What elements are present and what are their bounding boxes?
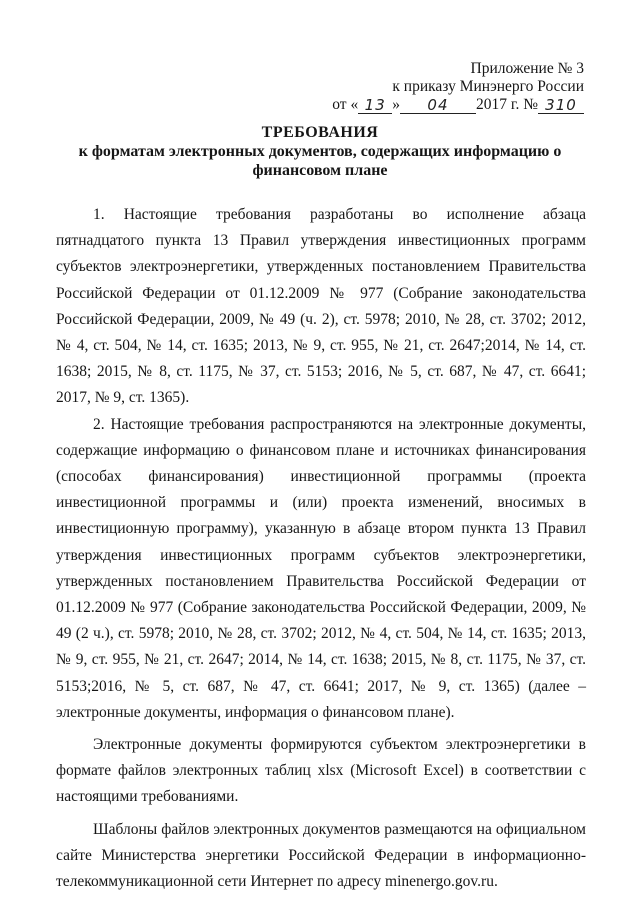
order-reference: к приказу Минэнерго России: [392, 78, 584, 95]
date-prefix: от «: [332, 96, 359, 113]
document-title: [0, 123, 640, 180]
order-date-line: [332, 96, 584, 114]
title-subtitle: к форматам электронных документов, содержащих информацию о финансовом плане: [78, 143, 562, 179]
paragraph-4: Шаблоны файлов электронных документов размещаются на официальном сайте Министерства энергетики Российской Федерации в информационно-телекоммуникационной сети Интернет по адресу minenergo.gov.ru.: [56, 820, 586, 891]
year-label: 2017 г. №: [475, 96, 538, 113]
date-mid: »: [392, 96, 400, 113]
appendix-header: [332, 60, 584, 114]
title-main: ТРЕБОВАНИЯ: [261, 124, 379, 141]
document-body: [56, 202, 586, 895]
handwritten-day: 13: [358, 98, 392, 114]
handwritten-month: 04: [400, 98, 476, 114]
paragraph-1: 1. Настоящие требования разработаны во исполнение абзаца пятнадцатого пункта 13 Правил утверждения инвестиционных программ субъектов электроэнергетики, утвержденных постановлением Правительства Российской Федерации от 01.12.2009 № 977 (Собрание законодательства Российской Федерации, 2009, № 49 (ч. 2), ст. 5978; 2010, № 28, ст. 3702; 2012, № 4, ст. 504, № 14, ст. 1635; 2013, № 9, ст. 955, № 21, ст. 2647;2014, № 14, ст. 1638; 2015, № 8, ст. 1175, № 37, ст. 5153; 2016, № 5, ст. 687, № 47, ст. 6641; 2017, № 9, ст. 1365).: [56, 206, 586, 407]
appendix-number: Приложение № 3: [470, 60, 584, 77]
paragraph-2: 2. Настоящие требования распространяются на электронные документы, содержащие информацию о финансовом плане и источниках финансирования (способах финансирования) инвестиционной программы (проекта инвестиционной программы и (или) проекта изменений, вносимых в инвестиционную программу), указанную в абзаце втором пункта 13 Правил утверждения инвестиционных программ субъектов электроэнергетики, утвержденных постановлением Правительства Российской Федерации от 01.12.2009 № 977 (Собрание законодательства Российской Федерации, 2009, № 49 (2 ч.), ст. 5978; 2010, № 28, ст. 3702; 2012, № 4, ст. 504, № 14, ст. 1635; 2013, № 9, ст. 955, № 21, ст. 2647; 2014, № 14, ст. 1638; 2015, № 8, ст. 1175, № 37, ст. 5153;2016, № 5, ст. 687, № 47, ст. 6641; 2017, № 9, ст. 1365) (далее – электронные документы, информация о финансовом плане).: [56, 415, 586, 721]
handwritten-order-number: 310: [538, 98, 584, 114]
paragraph-3: Электронные документы формируются субъектом электроэнергетики в формате файлов электронных таблиц xlsx (Microsoft Excel) в соответствии с настоящими требованиями.: [56, 736, 586, 806]
